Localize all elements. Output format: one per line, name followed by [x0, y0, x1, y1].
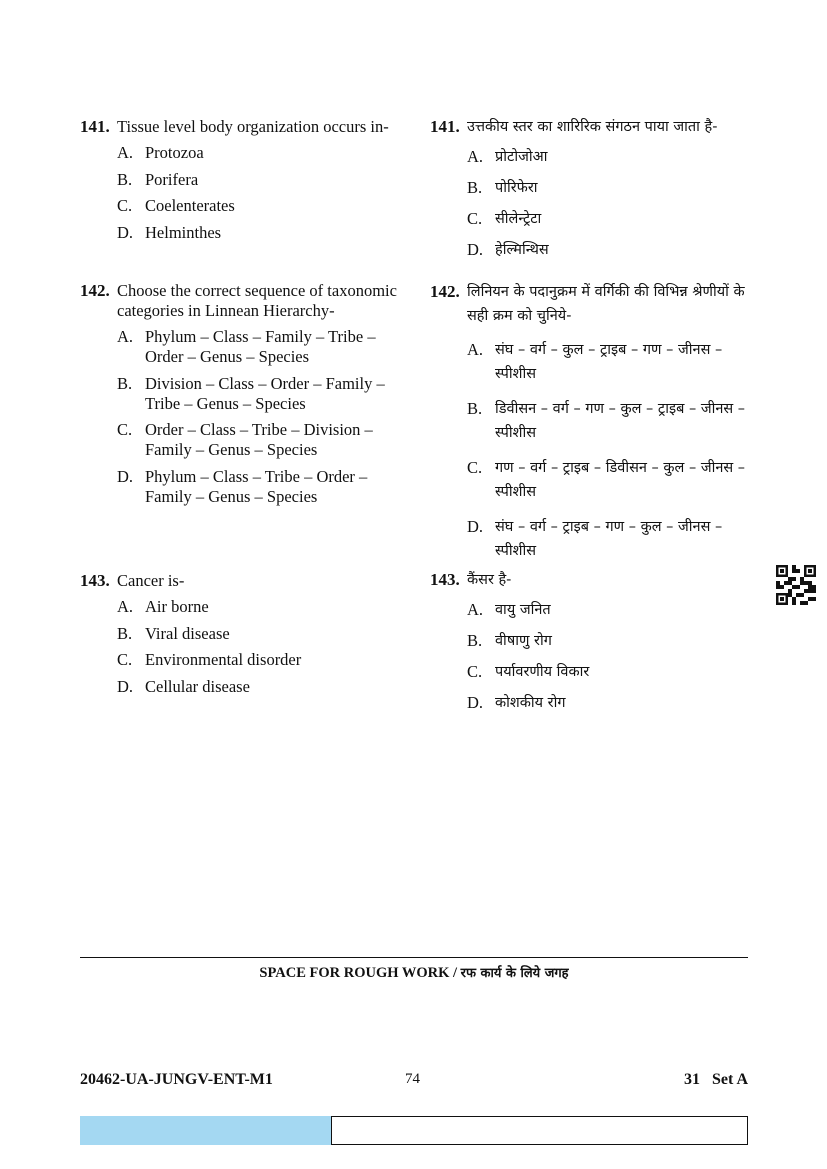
option-b: [117, 170, 410, 190]
option-c: [467, 662, 750, 682]
option-text: Environmental disorder: [145, 650, 302, 669]
option-c: [467, 456, 750, 504]
option-letter: C.: [117, 420, 133, 439]
option-b: [117, 624, 410, 644]
option-d: [467, 515, 750, 563]
footer-color-bar: [80, 1116, 331, 1145]
set-label: 31 Set A: [684, 1071, 748, 1088]
question-text: कैंसर है-: [467, 572, 512, 588]
option-letter: A.: [117, 327, 134, 346]
option-letter: D.: [117, 222, 134, 242]
option-letter: C.: [117, 196, 133, 215]
option-d: [117, 677, 410, 697]
question-143-hi: [430, 570, 750, 724]
question-text: Tissue level body organization occurs in-: [117, 117, 389, 136]
option-b: [467, 397, 750, 445]
option-d: [467, 240, 750, 260]
option-text: Coelenterates: [145, 196, 235, 215]
option-a: [117, 597, 410, 617]
option-letter: B.: [117, 169, 133, 189]
option-letter: B.: [117, 623, 133, 643]
option-d: [117, 223, 410, 243]
question-141-hi: [430, 117, 750, 271]
option-letter: A.: [117, 143, 134, 162]
option-letter: D.: [467, 517, 484, 536]
option-c: [117, 420, 410, 460]
page-number: 74: [405, 1071, 420, 1087]
question-number: 143.: [80, 571, 110, 590]
option-text: वायु जनित: [495, 602, 551, 618]
option-text: संघ – वर्ग – कुल – ट्राइब – गण – जीनस – स्पीशीस: [495, 342, 723, 382]
option-text: सीलेन्ट्रेटा: [495, 211, 542, 227]
option-letter: A.: [467, 147, 484, 166]
option-text: Order – Class – Tribe – Division – Family – Genus – Species: [145, 420, 373, 459]
option-text: संघ – वर्ग – ट्राइब – गण – कुल – जीनस – स्पीशीस: [495, 519, 723, 559]
question-number: 141.: [430, 117, 460, 136]
question-text: Cancer is-: [117, 571, 185, 590]
option-b: [467, 178, 750, 198]
option-letter: A.: [117, 597, 134, 616]
qr-code-icon: [776, 565, 816, 605]
option-text: गण – वर्ग – ट्राइब – डिवीसन – कुल – जीनस – स्पीशीस: [495, 460, 746, 500]
rough-work-en: SPACE FOR ROUGH WORK /: [259, 965, 458, 981]
option-text: Phylum – Class – Tribe – Order – Family – Genus – Species: [145, 466, 368, 506]
option-letter: B.: [117, 373, 133, 393]
question-142-hi: [430, 280, 750, 574]
option-letter: D.: [117, 466, 134, 486]
question-text: उत्तकीय स्तर का शारिरिक संगठन पाया जाता है-: [467, 119, 718, 135]
question-142-en: [80, 281, 410, 513]
rough-work-label: [80, 963, 748, 982]
option-text: हेल्मिन्थिस: [495, 242, 549, 258]
option-d: [117, 467, 410, 507]
option-text: Protozoa: [145, 143, 204, 162]
option-c: [117, 650, 410, 670]
option-letter: C.: [467, 662, 483, 681]
question-text: लिनियन के पदानुक्रम में वर्गिकी की विभिन्न श्रेणीयों के सही क्रम को चुनिये-: [467, 284, 745, 324]
option-letter: C.: [467, 209, 483, 228]
option-a: [467, 600, 750, 620]
question-143-en: [80, 571, 410, 703]
question-text: Choose the correct sequence of taxonomic categories in Linnean Hierarchy-: [117, 281, 397, 320]
option-text: कोशकीय रोग: [495, 695, 566, 711]
footer-empty-box: [331, 1116, 748, 1145]
option-letter: C.: [117, 650, 133, 669]
option-letter: B.: [467, 178, 483, 197]
option-text: Phylum – Class – Family – Tribe – Order – Genus – Species: [145, 327, 376, 366]
option-a: [117, 327, 410, 367]
divider-line: [80, 957, 748, 958]
option-text: Viral disease: [145, 623, 230, 643]
question-number: 142.: [430, 282, 460, 301]
option-text: Helminthes: [145, 222, 222, 242]
question-number: 141.: [80, 117, 110, 136]
option-letter: A.: [467, 340, 484, 359]
option-b: [467, 631, 750, 651]
paper-code: 20462-UA-JUNGV-ENT-M1: [80, 1071, 273, 1088]
option-b: [117, 374, 410, 414]
option-letter: B.: [467, 631, 483, 650]
option-a: [467, 338, 750, 386]
option-text: Porifera: [145, 169, 199, 189]
option-text: प्रोटोजोआ: [495, 149, 548, 165]
question-number: 142.: [80, 281, 110, 300]
option-letter: D.: [467, 240, 484, 259]
question-number: 143.: [430, 570, 460, 589]
option-letter: B.: [467, 399, 483, 418]
question-141-en: [80, 117, 410, 249]
option-text: वीषाणु रोग: [495, 633, 552, 649]
option-text: पर्यावरणीय विकार: [495, 664, 590, 680]
option-letter: A.: [467, 600, 484, 619]
option-a: [117, 143, 410, 163]
option-text: Cellular disease: [145, 676, 250, 696]
rough-work-hi: रफ कार्य के लिये जगह: [460, 966, 569, 981]
option-text: Air borne: [145, 597, 209, 616]
option-c: [117, 196, 410, 216]
option-letter: D.: [117, 676, 134, 696]
option-text: Division – Class – Order – Family – Tribe – Genus – Species: [145, 373, 385, 413]
option-letter: C.: [467, 458, 483, 477]
option-letter: D.: [467, 693, 484, 712]
option-a: [467, 147, 750, 167]
option-d: [467, 693, 750, 713]
option-text: पोरिफेरा: [495, 180, 538, 196]
option-text: डिवीसन – वर्ग – गण – कुल – ट्राइब – जीनस – स्पीशीस: [495, 401, 746, 441]
option-c: [467, 209, 750, 229]
